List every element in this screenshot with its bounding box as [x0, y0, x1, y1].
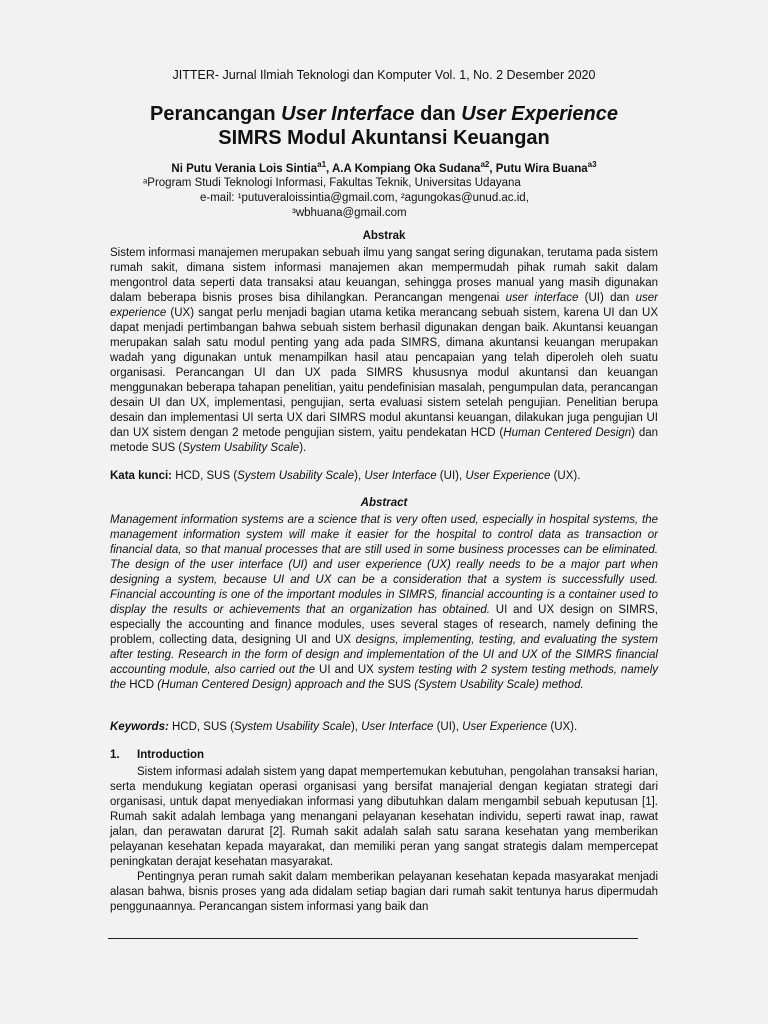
abstract-heading: Abstract	[360, 497, 408, 509]
kata-kunci: Kata kunci: HCD, SUS (System Usability Scale), User Interface (UI), User Experience (UX).	[110, 470, 581, 482]
keywords: Keywords: HCD, SUS (System Usability Scale), User Interface (UI), User Experience (UX).	[110, 721, 578, 733]
abstrak-body: Sistem informasi manajemen merupakan sebuah ilmu yang sangat sering digunakan, terutama pada sistem rumah sakit, dimana sistem informasi manajemen akan mempermudah pihak rumah sakit dalam mengontrol data seperti data transaksi atau keuangan, sehingga proses manual yang masih digunakan dalam beberapa bisnis proses bisa dihilangkan. Perancangan mengenai user interface (UI) dan user experience (UX) sangat perlu menjadi bagian utama ketika merancang sebuah sistem, karena UI dan UX dapat menjadi pertimbangan bahwa sebuah sistem berhasil digunakan dengan baik. Akuntansi keuangan merupakan salah satu modul penting yang ada pada SIMRS, dimana akuntansi keuangan merupakan wadah yang digunakan untuk menampilkan hasil atau pencapaian yang telah diperoleh oleh suatu organisasi. Perancangan UI dan UX pada SIMRS khususnya modul akuntansi dan keuangan menggunakan beberapa tahapan penelitian, yaitu pendefinisian masalah, pengumpulan data, perancangan desain UI dan UX, implementasi, pengujian, serta evaluasi sistem setelah pengujian. Penelitian berupa desain dan implementasi UI serta UX dari SIMRS modul akuntansi keuangan, dilakukan juga pengujian UI dan UX sistem dengan 2 metode pengujian sistem, yaitu pendekatan HCD (Human Centered Design) dan metode SUS (System Usability Scale).	[110, 247, 659, 454]
journal-header: JITTER- Jurnal Ilmiah Teknologi dan Komputer Vol. 1, No. 2 Desember 2020	[172, 68, 596, 82]
paragraph: Sistem informasi adalah sistem yang dapat mempertemukan kebutuhan, pengolahan transaksi harian, serta mendukung kegiatan operasi organisasi yang bersifat manajerial dengan kegiatan strategi dari organisasi, untuk dapat menyediakan informasi yang dibutuhkan dalam mengambil sebuah keputusan [1]. Rumah sakit adalah lembaga yang menangani pelayanan kesehatan individu, seperti rawat inap, rawat jalan, dan perawatan darurat [2]. Rumah sakit adalah salah satu sarana kesehatan yang memberikan pelayanan kesehatan kepada mayarakat, dan memiliki peran yang sangat strategis dalam mempercepat peningkatan derajat kesehatan masyarakat.	[110, 766, 658, 868]
paper-title: Perancangan User Interface dan User Experience SIMRS Modul Akuntansi Keuangan	[149, 103, 618, 149]
email-line: e-mail: ¹putuveraloissintia@gmail.com, ²agungokas@unud.ac.id,	[200, 192, 529, 204]
paragraph: Pentingnya peran rumah sakit dalam memberikan pelayanan kesehatan kepada masyarakat menjadi alasan bahwa, bisnis proses yang ada didalam setiap bagian dari rumah sakit tentunya harus dipermudah penggunaannya. Perancangan sistem informasi yang baik dan	[110, 871, 658, 913]
abstract-body: Management information systems are a science that is very often used, especially in hospital systems, the management information system will make it easier for the hospital to control data as transaction or financial data, so that manual processes that are still used in some business processes can be eliminated. The design of the user interface (UI) and user experience (UX) really needs to be a major part when designing a system, because UI and UX can be a consideration that a system is successfully used. Financial accounting is one of the important modules in SIMRS, financial accounting is a container used to display the results or achievements that an organization has obtained. UI and UX design on SIMRS, especially the accounting and finance modules, uses several stages of research, namely defining the problem, collecting data, designing UI and UX designs, implementing, testing, and evaluating the system after testing. Research in the form of design and implementation of the UI and UX of the SIMRS financial accounting module, also carried out the UI and UX system testing with 2 system testing methods, namely the HCD (Human Centered Design) approach and the SUS (System Usability Scale) method.	[110, 514, 659, 691]
author-list: Ni Putu Verania Lois Sintia$^{a1}$, A.A Kompiang Oka Sudana$^{a2}$, Putu Wira Buana$^{a3}$	[171, 160, 597, 175]
footer-divider	[108, 938, 638, 939]
abstrak-heading: Abstrak	[362, 230, 406, 242]
introduction-body	[110, 765, 658, 915]
section-heading-introduction: 1. Introduction	[110, 749, 205, 761]
affiliation: ᵃProgram Studi Teknologi Informasi, Fakultas Teknik, Universitas Udayana e-mail: ¹putuveraloissintia@gmail.com, ²agungokas@unud.ac.id, ³wbhuana@gmail.com	[143, 176, 643, 221]
email-line-2: ³wbhuana@gmail.com	[292, 207, 407, 219]
